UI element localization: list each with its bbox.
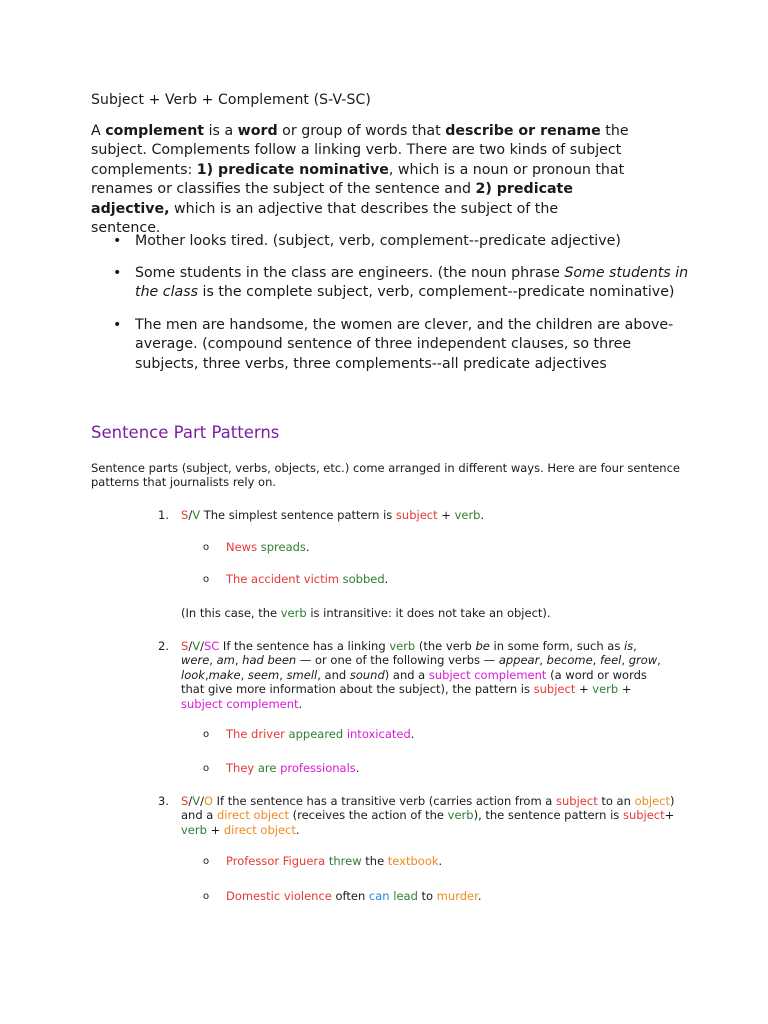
example-item: o Domestic violence often can lead to murder. (203, 889, 482, 903)
patterns-intro-paragraph: Sentence parts (subject, verbs, objects, etc.) come arranged in different ways. Here are four sentence patterns that journalists rely on. (91, 461, 680, 490)
bullet-marker: o (203, 856, 210, 867)
list-number: 1. (158, 508, 169, 522)
list-number: 2. (158, 639, 169, 653)
complement-intro-paragraph: A complement is a word or group of words that describe or rename the subject. Complements follow a linking verb. There are two kinds of subject complements: 1) predicate nominative, which is a noun or pronoun that renames or classifies the subject of the sentence and 2) predicate adjective, which is an adjective that describes the subject of the sentence. (91, 123, 629, 237)
bullet-marker: o (203, 574, 210, 585)
bullet-marker: o (203, 542, 210, 553)
pattern-item-sv: 1. S/V The simplest sentence pattern is subject + verb. (158, 508, 485, 522)
intransitive-note: (In this case, the verb is intransitive: it does not take an object). (181, 606, 551, 620)
pattern-item-svsc: 2. S/V/SC If the sentence has a linking verb (the verb be in some form, such as is, were, am, had been — or one of the following verbs — appear, become, feel, grow, look,make, seem, smell, and sound) and a subject complement (a word or words that give more information about the subject), the pattern is subject + verb + subject complement. (158, 639, 661, 711)
example-item: o The driver appeared intoxicated. (203, 727, 415, 741)
list-number: 3. (158, 794, 169, 808)
bullet-item: • Mother looks tired. (subject, verb, complement--predicate adjective) (135, 232, 695, 251)
sentence-patterns-heading: Sentence Part Patterns (91, 423, 280, 442)
bullet-marker: o (203, 891, 210, 902)
example-item: o They are professionals. (203, 761, 360, 775)
bullet-marker: o (203, 763, 210, 774)
example-item: o Professor Figuera threw the textbook. (203, 854, 443, 868)
svsc-heading: Subject + Verb + Complement (S-V-SC) (91, 92, 371, 108)
example-item: o The accident victim sobbed. (203, 572, 389, 586)
bullet-item: • The men are handsome, the women are clever, and the children are above-average. (compound sentence of three independent clauses, so three subjects, three verbs, three complements--all predicate adjectives (135, 316, 675, 374)
example-item: o News spreads. (203, 540, 310, 554)
bullet-marker: o (203, 729, 210, 740)
bullet-item: • Some students in the class are engineers. (the noun phrase Some students in the class is the complete subject, verb, complement--predicate nominative) (135, 264, 695, 303)
pattern-item-svo: 3. S/V/O If the sentence has a transitive verb (carries action from a subject to an object) and a direct object (receives the action of the verb), the sentence pattern is subject+ verb + direct object. (158, 794, 675, 837)
